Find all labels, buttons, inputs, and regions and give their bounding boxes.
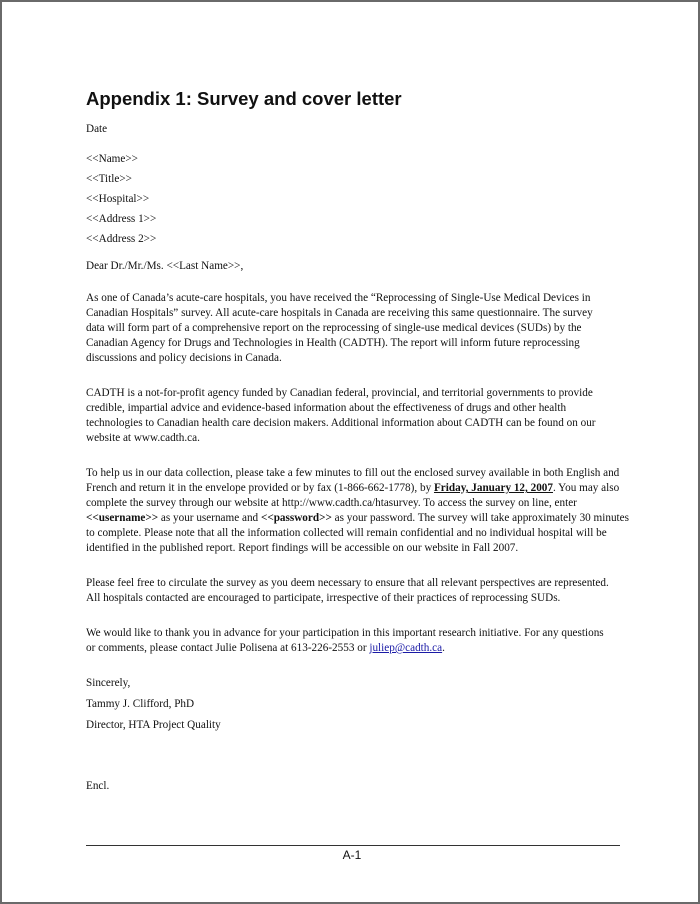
paragraph-line: to complete. Please note that all the information collected will remain confidential and no individual hospital will be (86, 527, 607, 539)
paragraph-line (86, 641, 621, 656)
paragraph-line: data will form part of a comprehensive report on the reprocessing of single-use medical devices (SUDs) by the (86, 322, 582, 334)
paragraph-thanks (86, 626, 621, 656)
paragraph-line: Please feel free to circulate the survey as you deem necessary to ensure that all relevant perspectives are represented. (86, 577, 609, 589)
paragraph-intro (86, 291, 621, 366)
footer-divider (86, 845, 620, 846)
username-placeholder: <<username>> (86, 512, 159, 524)
paragraph-line (86, 481, 621, 496)
address-line-title: <<Title>> (86, 173, 132, 185)
paragraph-line: All hospitals contacted are encouraged to participate, irrespective of their practices of reprocessing SUDs. (86, 592, 561, 604)
paragraph-line: We would like to thank you in advance for your participation in this important research initiative. For any questions (86, 627, 604, 639)
text-run: French and return it in the envelope provided or by fax (1-866-662-1778), by (86, 482, 434, 494)
letter-body (86, 88, 629, 794)
paragraph-instructions (86, 466, 629, 556)
paragraph-line: As one of Canada’s acute-care hospitals, you have received the “Reprocessing of Single-Use Medical Devices in (86, 292, 591, 304)
deadline-date: Friday, January 12, 2007 (433, 482, 553, 494)
text-run: . You may also (553, 482, 620, 494)
password-placeholder: <<password>> (260, 512, 332, 524)
paragraph-line: technologies to Canadian health care decision makers. Additional information about CADTH can be found on our (86, 417, 596, 429)
paragraph-circulate (86, 576, 621, 606)
paragraph-line: complete the survey through our website at http://www.cadth.ca/htasurvey. To access the survey on line, enter (86, 497, 577, 509)
text-run: or comments, please contact Julie Polisena at 613-226-2553 or (86, 642, 370, 654)
page-title: Appendix 1: Survey and cover letter (86, 88, 402, 109)
paragraph-line: Canadian Hospitals” survey. All acute-care hospitals in Canada are receiving this same questionnaire. The survey (86, 307, 593, 319)
paragraph-line: discussions and policy decisions in Canada. (86, 352, 282, 364)
date-line: Date (86, 123, 108, 135)
paragraph-line: Canadian Agency for Drugs and Technologies in Health (CADTH). The report will inform future reprocessing (86, 337, 580, 349)
paragraph-line: credible, impartial advice and evidence-based information about the effectiveness of drugs and other health (86, 402, 567, 414)
closing: Sincerely, (86, 677, 131, 689)
page-number: A-1 (342, 848, 362, 862)
enclosure-note: Encl. (86, 780, 110, 792)
text-run: as your password. The survey will take approximately 30 minutes (331, 512, 629, 524)
paragraph-cadth (86, 386, 621, 446)
signer-name: Tammy J. Clifford, PhD (86, 698, 195, 710)
address-line-name: <<Name>> (86, 153, 138, 165)
signer-title: Director, HTA Project Quality (86, 719, 221, 731)
paragraph-line: identified in the published report. Report findings will be accessible on our website in Fall 2007. (86, 542, 519, 554)
address-line-hospital: <<Hospital>> (86, 193, 150, 205)
address-block (86, 152, 621, 247)
paragraph-line: website at www.cadth.ca. (86, 432, 200, 444)
paragraph-line (86, 511, 629, 526)
text-run: as your username and (158, 512, 261, 524)
text-run: . (442, 642, 445, 654)
address-line-1: <<Address 1>> (86, 213, 157, 225)
contact-email-link[interactable]: juliep@cadth.ca (369, 642, 443, 654)
address-line-2: <<Address 2>> (86, 233, 157, 245)
paragraph-line: CADTH is a not-for-profit agency funded by Canadian federal, provincial, and territorial governments to provide (86, 387, 593, 399)
paragraph-line: To help us in our data collection, please take a few minutes to fill out the enclosed survey available in both English and (86, 467, 620, 479)
salutation: Dear Dr./Mr./Ms. <<Last Name>>, (86, 260, 244, 272)
